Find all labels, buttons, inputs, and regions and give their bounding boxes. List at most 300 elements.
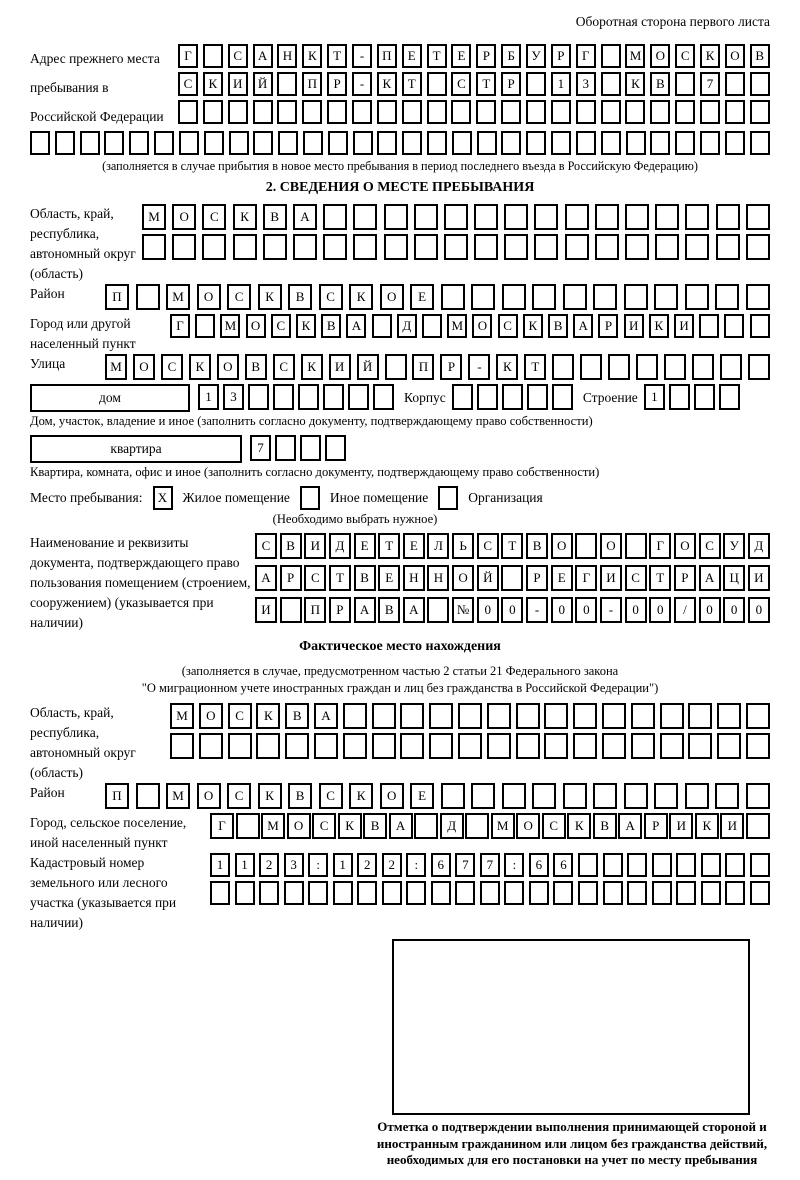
char-cell[interactable]: [471, 783, 495, 809]
char-cell[interactable]: [624, 783, 648, 809]
char-cell[interactable]: У: [526, 44, 546, 68]
char-cell[interactable]: С: [477, 533, 499, 559]
char-cell[interactable]: [688, 703, 712, 729]
char-cell[interactable]: [427, 597, 449, 623]
char-cell[interactable]: С: [273, 354, 295, 380]
char-cell[interactable]: [477, 384, 498, 410]
char-cell[interactable]: И: [600, 565, 622, 591]
char-cell[interactable]: К: [523, 314, 543, 338]
char-cell[interactable]: [372, 314, 392, 338]
char-cell[interactable]: 3: [223, 384, 244, 410]
char-cell[interactable]: [608, 354, 630, 380]
char-cell[interactable]: [236, 813, 260, 839]
char-cell[interactable]: М: [261, 813, 285, 839]
char-cell[interactable]: Т: [649, 565, 671, 591]
char-cell[interactable]: Р: [674, 565, 696, 591]
char-cell[interactable]: [501, 565, 523, 591]
char-cell[interactable]: С: [319, 783, 343, 809]
char-cell[interactable]: [552, 354, 574, 380]
char-cell[interactable]: /: [674, 597, 696, 623]
char-cell[interactable]: [228, 100, 248, 124]
char-cell[interactable]: [325, 435, 346, 461]
char-cell[interactable]: И: [624, 314, 644, 338]
char-cell[interactable]: [502, 783, 526, 809]
char-cell[interactable]: [526, 131, 546, 155]
char-cell[interactable]: [715, 284, 739, 310]
char-cell[interactable]: [275, 435, 296, 461]
char-cell[interactable]: [532, 783, 556, 809]
char-cell[interactable]: [372, 733, 396, 759]
char-cell[interactable]: [593, 783, 617, 809]
char-cell[interactable]: [327, 100, 347, 124]
char-cell[interactable]: [199, 733, 223, 759]
char-cell[interactable]: [233, 234, 257, 260]
char-cell[interactable]: В: [288, 284, 312, 310]
char-cell[interactable]: К: [256, 703, 280, 729]
char-cell[interactable]: М: [166, 284, 190, 310]
char-cell[interactable]: [235, 881, 255, 905]
char-cell[interactable]: [55, 131, 75, 155]
char-cell[interactable]: [625, 234, 649, 260]
char-cell[interactable]: [400, 703, 424, 729]
char-cell[interactable]: Е: [410, 284, 434, 310]
char-cell[interactable]: О: [650, 44, 670, 68]
char-cell[interactable]: [474, 234, 498, 260]
char-cell[interactable]: [277, 100, 297, 124]
char-cell[interactable]: [385, 354, 407, 380]
char-cell[interactable]: [685, 783, 709, 809]
char-cell[interactable]: Е: [410, 783, 434, 809]
char-cell[interactable]: К: [302, 44, 322, 68]
char-cell[interactable]: [353, 204, 377, 230]
char-cell[interactable]: О: [172, 204, 196, 230]
char-cell[interactable]: [692, 354, 714, 380]
char-cell[interactable]: [323, 234, 347, 260]
char-cell[interactable]: Г: [178, 44, 198, 68]
char-cell[interactable]: К: [496, 354, 518, 380]
char-cell[interactable]: [576, 100, 596, 124]
char-cell[interactable]: [532, 284, 556, 310]
char-cell[interactable]: [655, 204, 679, 230]
char-cell[interactable]: [715, 783, 739, 809]
char-cell[interactable]: [444, 234, 468, 260]
char-cell[interactable]: [293, 234, 317, 260]
char-cell[interactable]: [129, 131, 149, 155]
char-cell[interactable]: [382, 881, 402, 905]
char-cell[interactable]: С: [228, 703, 252, 729]
char-cell[interactable]: [746, 733, 770, 759]
char-cell[interactable]: О: [199, 703, 223, 729]
char-cell[interactable]: [650, 131, 670, 155]
char-cell[interactable]: [700, 100, 720, 124]
char-cell[interactable]: [631, 733, 655, 759]
char-cell[interactable]: К: [189, 354, 211, 380]
char-cell[interactable]: В: [263, 204, 287, 230]
char-cell[interactable]: [429, 733, 453, 759]
char-cell[interactable]: [256, 733, 280, 759]
char-cell[interactable]: [414, 204, 438, 230]
char-cell[interactable]: [504, 881, 524, 905]
char-cell[interactable]: Й: [253, 72, 273, 96]
char-cell[interactable]: Е: [402, 44, 422, 68]
char-cell[interactable]: О: [197, 284, 221, 310]
char-cell[interactable]: [298, 384, 319, 410]
char-cell[interactable]: [501, 131, 521, 155]
char-cell[interactable]: -: [468, 354, 490, 380]
char-cell[interactable]: [593, 284, 617, 310]
char-cell[interactable]: :: [504, 853, 524, 877]
char-cell[interactable]: [352, 100, 372, 124]
char-cell[interactable]: [553, 881, 573, 905]
char-cell[interactable]: 1: [333, 853, 353, 877]
char-cell[interactable]: [203, 100, 223, 124]
char-cell[interactable]: Р: [598, 314, 618, 338]
char-cell[interactable]: [429, 703, 453, 729]
char-cell[interactable]: Т: [501, 533, 523, 559]
char-cell[interactable]: [750, 853, 770, 877]
char-cell[interactable]: Р: [501, 72, 521, 96]
checkbox-inoe[interactable]: [300, 486, 320, 510]
char-cell[interactable]: 0: [649, 597, 671, 623]
char-cell[interactable]: [576, 131, 596, 155]
char-cell[interactable]: [373, 384, 394, 410]
char-cell[interactable]: К: [258, 284, 282, 310]
char-cell[interactable]: 0: [723, 597, 745, 623]
char-cell[interactable]: [603, 853, 623, 877]
char-cell[interactable]: Р: [329, 597, 351, 623]
char-cell[interactable]: С: [227, 284, 251, 310]
char-cell[interactable]: [477, 131, 497, 155]
char-cell[interactable]: [452, 384, 473, 410]
char-cell[interactable]: О: [516, 813, 540, 839]
char-cell[interactable]: [284, 881, 304, 905]
char-cell[interactable]: [300, 435, 321, 461]
char-cell[interactable]: 7: [700, 72, 720, 96]
char-cell[interactable]: М: [625, 44, 645, 68]
char-cell[interactable]: А: [403, 597, 425, 623]
char-cell[interactable]: А: [354, 597, 376, 623]
char-cell[interactable]: 7: [455, 853, 475, 877]
char-cell[interactable]: 1: [210, 853, 230, 877]
char-cell[interactable]: [487, 733, 511, 759]
char-cell[interactable]: С: [271, 314, 291, 338]
char-cell[interactable]: [136, 284, 160, 310]
char-cell[interactable]: -: [352, 72, 372, 96]
char-cell[interactable]: [526, 100, 546, 124]
char-cell[interactable]: О: [725, 44, 745, 68]
char-cell[interactable]: 0: [699, 597, 721, 623]
char-cell[interactable]: С: [542, 813, 566, 839]
char-cell[interactable]: [136, 783, 160, 809]
char-cell[interactable]: О: [246, 314, 266, 338]
char-cell[interactable]: К: [649, 314, 669, 338]
char-cell[interactable]: [343, 733, 367, 759]
char-cell[interactable]: [474, 204, 498, 230]
char-cell[interactable]: [626, 131, 646, 155]
char-cell[interactable]: У: [723, 533, 745, 559]
char-cell[interactable]: А: [255, 565, 277, 591]
char-cell[interactable]: [170, 733, 194, 759]
char-cell[interactable]: 2: [382, 853, 402, 877]
char-cell[interactable]: 6: [431, 853, 451, 877]
char-cell[interactable]: №: [452, 597, 474, 623]
char-cell[interactable]: М: [491, 813, 515, 839]
char-cell[interactable]: К: [258, 783, 282, 809]
char-cell[interactable]: [502, 284, 526, 310]
char-cell[interactable]: П: [105, 783, 129, 809]
char-cell[interactable]: 7: [250, 435, 271, 461]
char-cell[interactable]: [104, 131, 124, 155]
char-cell[interactable]: [328, 131, 348, 155]
char-cell[interactable]: [451, 100, 471, 124]
char-cell[interactable]: В: [245, 354, 267, 380]
char-cell[interactable]: [652, 853, 672, 877]
char-cell[interactable]: [724, 314, 744, 338]
char-cell[interactable]: О: [472, 314, 492, 338]
char-cell[interactable]: [455, 881, 475, 905]
char-cell[interactable]: [248, 384, 269, 410]
char-cell[interactable]: [625, 204, 649, 230]
char-cell[interactable]: [210, 881, 230, 905]
checkbox-zhiloe[interactable]: X: [153, 486, 173, 510]
char-cell[interactable]: Т: [378, 533, 400, 559]
char-cell[interactable]: [578, 881, 598, 905]
char-cell[interactable]: О: [600, 533, 622, 559]
char-cell[interactable]: [694, 384, 715, 410]
char-cell[interactable]: [685, 284, 709, 310]
char-cell[interactable]: [725, 853, 745, 877]
char-cell[interactable]: И: [748, 565, 770, 591]
char-cell[interactable]: С: [675, 44, 695, 68]
char-cell[interactable]: Д: [329, 533, 351, 559]
char-cell[interactable]: П: [105, 284, 129, 310]
char-cell[interactable]: [573, 703, 597, 729]
char-cell[interactable]: И: [255, 597, 277, 623]
char-cell[interactable]: 1: [644, 384, 665, 410]
char-cell[interactable]: 0: [575, 597, 597, 623]
char-cell[interactable]: [458, 733, 482, 759]
char-cell[interactable]: 6: [553, 853, 573, 877]
char-cell[interactable]: 1: [551, 72, 571, 96]
char-cell[interactable]: Р: [280, 565, 302, 591]
char-cell[interactable]: [601, 100, 621, 124]
char-cell[interactable]: А: [618, 813, 642, 839]
char-cell[interactable]: [280, 597, 302, 623]
char-cell[interactable]: [154, 131, 174, 155]
char-cell[interactable]: В: [280, 533, 302, 559]
char-cell[interactable]: Т: [327, 44, 347, 68]
char-cell[interactable]: [750, 314, 770, 338]
char-cell[interactable]: [551, 100, 571, 124]
char-cell[interactable]: [631, 703, 655, 729]
char-cell[interactable]: М: [447, 314, 467, 338]
char-cell[interactable]: [427, 131, 447, 155]
char-cell[interactable]: [263, 234, 287, 260]
char-cell[interactable]: К: [625, 72, 645, 96]
char-cell[interactable]: [636, 354, 658, 380]
char-cell[interactable]: [580, 354, 602, 380]
char-cell[interactable]: [353, 131, 373, 155]
char-cell[interactable]: В: [526, 533, 548, 559]
char-cell[interactable]: И: [329, 354, 351, 380]
char-cell[interactable]: [544, 703, 568, 729]
char-cell[interactable]: [565, 204, 589, 230]
char-cell[interactable]: -: [600, 597, 622, 623]
char-cell[interactable]: С: [227, 783, 251, 809]
char-cell[interactable]: [720, 354, 742, 380]
char-cell[interactable]: Б: [501, 44, 521, 68]
char-cell[interactable]: Ь: [452, 533, 474, 559]
char-cell[interactable]: [357, 881, 377, 905]
char-cell[interactable]: Е: [403, 533, 425, 559]
char-cell[interactable]: [308, 881, 328, 905]
char-cell[interactable]: [323, 204, 347, 230]
char-cell[interactable]: [675, 100, 695, 124]
char-cell[interactable]: К: [203, 72, 223, 96]
char-cell[interactable]: С: [228, 44, 248, 68]
char-cell[interactable]: [228, 733, 252, 759]
char-cell[interactable]: [444, 204, 468, 230]
char-cell[interactable]: [202, 234, 226, 260]
char-cell[interactable]: [278, 131, 298, 155]
char-cell[interactable]: Й: [477, 565, 499, 591]
char-cell[interactable]: [748, 354, 770, 380]
char-cell[interactable]: [422, 314, 442, 338]
char-cell[interactable]: [625, 533, 647, 559]
char-cell[interactable]: [601, 44, 621, 68]
char-cell[interactable]: Р: [551, 44, 571, 68]
char-cell[interactable]: О: [217, 354, 239, 380]
char-cell[interactable]: [676, 853, 696, 877]
char-cell[interactable]: О: [133, 354, 155, 380]
char-cell[interactable]: [563, 284, 587, 310]
char-cell[interactable]: 3: [576, 72, 596, 96]
char-cell[interactable]: А: [314, 703, 338, 729]
char-cell[interactable]: [664, 354, 686, 380]
char-cell[interactable]: 0: [477, 597, 499, 623]
char-cell[interactable]: С: [498, 314, 518, 338]
char-cell[interactable]: М: [220, 314, 240, 338]
char-cell[interactable]: [372, 703, 396, 729]
char-cell[interactable]: О: [197, 783, 221, 809]
char-cell[interactable]: Н: [277, 44, 297, 68]
char-cell[interactable]: [259, 881, 279, 905]
char-cell[interactable]: Н: [427, 565, 449, 591]
char-cell[interactable]: Р: [476, 44, 496, 68]
char-cell[interactable]: [480, 881, 500, 905]
char-cell[interactable]: [526, 72, 546, 96]
char-cell[interactable]: [273, 384, 294, 410]
char-cell[interactable]: [384, 204, 408, 230]
char-cell[interactable]: [414, 234, 438, 260]
char-cell[interactable]: [406, 881, 426, 905]
char-cell[interactable]: [458, 703, 482, 729]
char-cell[interactable]: М: [166, 783, 190, 809]
char-cell[interactable]: 3: [284, 853, 304, 877]
char-cell[interactable]: П: [304, 597, 326, 623]
char-cell[interactable]: [746, 234, 770, 260]
char-cell[interactable]: [660, 733, 684, 759]
char-cell[interactable]: [746, 284, 770, 310]
char-cell[interactable]: [563, 783, 587, 809]
char-cell[interactable]: И: [304, 533, 326, 559]
char-cell[interactable]: [400, 733, 424, 759]
char-cell[interactable]: [717, 733, 741, 759]
char-cell[interactable]: [716, 204, 740, 230]
char-cell[interactable]: Ц: [723, 565, 745, 591]
char-cell[interactable]: 0: [625, 597, 647, 623]
char-cell[interactable]: А: [573, 314, 593, 338]
char-cell[interactable]: 1: [235, 853, 255, 877]
char-cell[interactable]: [602, 703, 626, 729]
char-cell[interactable]: [725, 100, 745, 124]
char-cell[interactable]: [529, 881, 549, 905]
char-cell[interactable]: [717, 703, 741, 729]
char-cell[interactable]: [302, 100, 322, 124]
char-cell[interactable]: В: [288, 783, 312, 809]
char-cell[interactable]: О: [380, 284, 404, 310]
char-cell[interactable]: [750, 100, 770, 124]
char-cell[interactable]: [685, 204, 709, 230]
char-cell[interactable]: И: [228, 72, 248, 96]
char-cell[interactable]: Р: [644, 813, 668, 839]
char-cell[interactable]: [323, 384, 344, 410]
char-cell[interactable]: [650, 100, 670, 124]
char-cell[interactable]: [285, 733, 309, 759]
char-cell[interactable]: Е: [451, 44, 471, 68]
char-cell[interactable]: [384, 234, 408, 260]
char-cell[interactable]: [504, 204, 528, 230]
char-cell[interactable]: [750, 72, 770, 96]
char-cell[interactable]: -: [352, 44, 372, 68]
char-cell[interactable]: С: [319, 284, 343, 310]
char-cell[interactable]: [669, 384, 690, 410]
char-cell[interactable]: В: [363, 813, 387, 839]
char-cell[interactable]: [725, 72, 745, 96]
char-cell[interactable]: [441, 783, 465, 809]
char-cell[interactable]: В: [548, 314, 568, 338]
char-cell[interactable]: [195, 314, 215, 338]
char-cell[interactable]: [427, 100, 447, 124]
char-cell[interactable]: [601, 131, 621, 155]
char-cell[interactable]: А: [253, 44, 273, 68]
char-cell[interactable]: Г: [170, 314, 190, 338]
char-cell[interactable]: [601, 72, 621, 96]
char-cell[interactable]: [353, 234, 377, 260]
char-cell[interactable]: Т: [329, 565, 351, 591]
char-cell[interactable]: [414, 813, 438, 839]
char-cell[interactable]: О: [380, 783, 404, 809]
char-cell[interactable]: [441, 284, 465, 310]
char-cell[interactable]: [725, 131, 745, 155]
char-cell[interactable]: К: [695, 813, 719, 839]
char-cell[interactable]: 2: [357, 853, 377, 877]
char-cell[interactable]: 0: [748, 597, 770, 623]
char-cell[interactable]: [303, 131, 323, 155]
char-cell[interactable]: [314, 733, 338, 759]
char-cell[interactable]: О: [551, 533, 573, 559]
char-cell[interactable]: [685, 234, 709, 260]
char-cell[interactable]: В: [650, 72, 670, 96]
char-cell[interactable]: [172, 234, 196, 260]
char-cell[interactable]: [427, 72, 447, 96]
char-cell[interactable]: [552, 384, 573, 410]
char-cell[interactable]: [746, 703, 770, 729]
char-cell[interactable]: [719, 384, 740, 410]
char-cell[interactable]: М: [105, 354, 127, 380]
char-cell[interactable]: О: [674, 533, 696, 559]
char-cell[interactable]: [253, 131, 273, 155]
